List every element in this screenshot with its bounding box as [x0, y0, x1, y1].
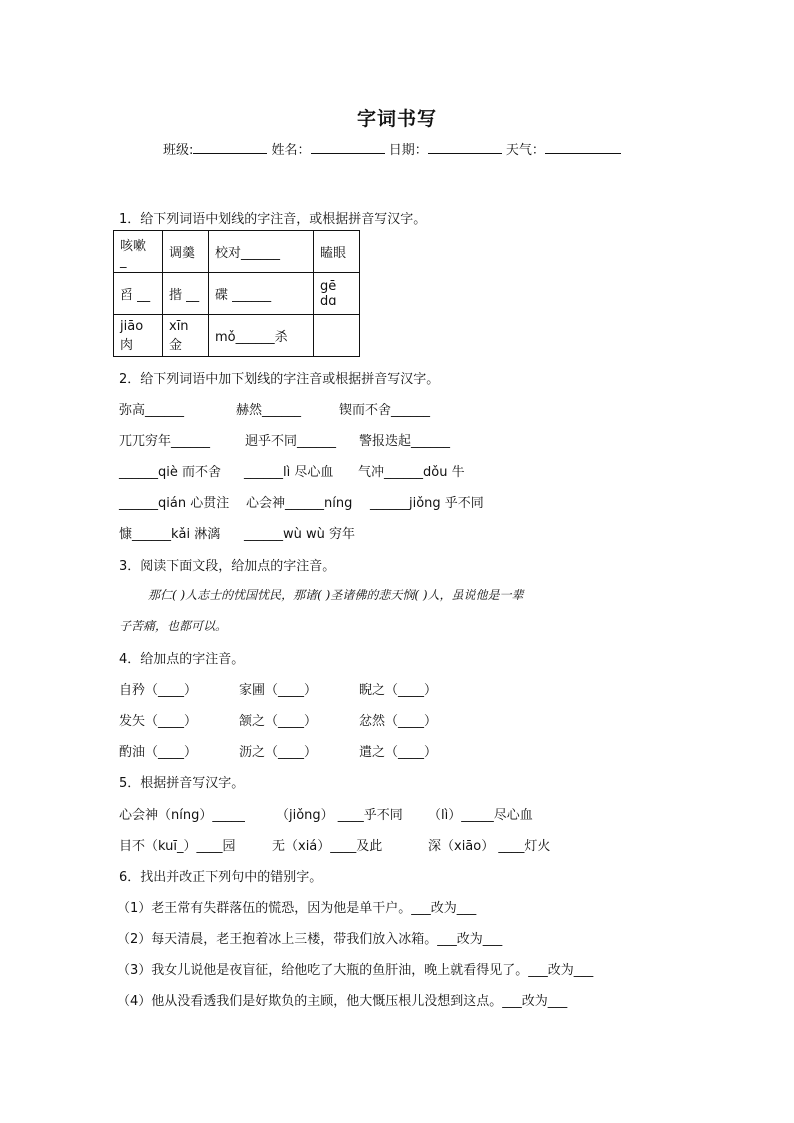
q6-item: （3）我女儿说他是夜盲征，给他吃了大瓶的鱼肝油，晚上就看得见了。___改为___ — [117, 963, 594, 978]
q6-item: （1）老王常有失群落伍的慌恐，因为他是单干户。___改为___ — [117, 901, 477, 916]
q4-item: 沥之（____） — [239, 745, 318, 760]
q4-item: 酌油（____） — [119, 745, 198, 760]
q6-item: （4）他从没看透我们是好欺负的主顾，他大慨压根儿没想到这点。___改为___ — [117, 994, 568, 1009]
q2-item: ______qián 心贯注 — [119, 496, 230, 511]
q1-heading: 1．给下列词语中划线的字注音，或根据拼音写汉字。 — [119, 212, 427, 227]
class-label: 班级: — [163, 143, 194, 158]
q3-passage-line-1: 那仁( )人志士的忧国忧民，那诸( )圣诸佛的悲天悯( )人，虽说他是一辈 — [148, 588, 524, 602]
q4-item: 发矢（____） — [119, 714, 198, 729]
weather-blank — [545, 140, 621, 154]
q6-heading: 6．找出并改正下列句中的错别字。 — [119, 870, 323, 885]
table-cell: mǒ______杀 — [209, 315, 314, 357]
q5-item: （jiǒng） ____乎不同 — [276, 808, 403, 823]
q5-item: 无（xiá）____及此 — [272, 839, 383, 854]
student-info-line — [163, 139, 621, 158]
q2-item: ______lì 尽心血 — [244, 465, 334, 480]
name-blank — [311, 140, 385, 154]
table-cell: 揩 __ — [163, 273, 209, 315]
q2-item: 警报迭起______ — [359, 434, 451, 449]
q2-item: 兀兀穷年______ — [119, 434, 211, 449]
class-blank — [193, 140, 267, 154]
q2-item: ______wù wù 穷年 — [244, 527, 356, 542]
q2-item: 气冲______dǒu 牛 — [358, 465, 465, 480]
q2-item: 慷______kǎi 淋漓 — [119, 527, 221, 542]
q5-heading: 5．根据拼音写汉字。 — [119, 776, 245, 791]
page-title: 字词书写 — [356, 108, 437, 130]
q5-item: 深（xiāo） ____灯火 — [428, 839, 551, 854]
table-cell: 校对______ — [209, 231, 314, 273]
q2-item: 赫然______ — [236, 403, 302, 418]
table-cell — [314, 315, 360, 357]
q3-heading: 3．阅读下面文段，给加点的字注音。 — [119, 559, 336, 574]
q5-item: （lì）_____尽心血 — [428, 808, 533, 823]
q4-item: 忿然（____） — [359, 714, 438, 729]
q4-item: 家圃（____） — [239, 683, 318, 698]
q4-heading: 4．给加点的字注音。 — [119, 652, 245, 667]
table-cell: 瞌眼 — [314, 231, 360, 273]
q2-item: ______qiè 而不舍 — [119, 465, 221, 480]
table-row — [114, 315, 360, 357]
q6-item: （2）每天清晨，老王抱着冰上三楼，带我们放入冰箱。___改为___ — [117, 932, 503, 947]
table-cell: 咳嗽 _ — [114, 231, 163, 273]
table-cell: jiāo 肉 — [114, 315, 163, 357]
table-cell: 舀 __ — [114, 273, 163, 315]
weather-label: 天气： — [505, 143, 545, 158]
q1-table — [113, 230, 360, 357]
date-label: 日期： — [388, 143, 428, 158]
table-cell: 调羹 — [163, 231, 209, 273]
q2-item: 锲而不舍______ — [339, 403, 431, 418]
table-cell: 碟 ______ — [209, 273, 314, 315]
q2-heading: 2．给下列词语中加下划线的字注音或根据拼音写汉字。 — [119, 372, 440, 387]
q2-item: ______jiǒng 乎不同 — [370, 496, 484, 511]
date-blank — [428, 140, 502, 154]
q2-item: 迥乎不同______ — [245, 434, 337, 449]
q5-item: 目不（kuī_）____园 — [119, 839, 236, 854]
table-cell: gē dɑ — [314, 273, 360, 315]
name-label: 姓名： — [271, 143, 311, 158]
q5-item: 心会神（níng）_____ — [119, 808, 245, 823]
table-row — [114, 273, 360, 315]
q4-item: 睨之（____） — [359, 683, 438, 698]
q4-item: 遣之（____） — [359, 745, 438, 760]
q3-passage-line-2: 子苦痛，也都可以。 — [119, 619, 228, 633]
q4-item: 颔之（____） — [239, 714, 318, 729]
table-cell: xīn 金 — [163, 315, 209, 357]
q2-item: 弥高______ — [119, 403, 185, 418]
table-row — [114, 231, 360, 273]
q4-item: 自矜（____） — [119, 683, 198, 698]
q2-item: 心会神______níng — [246, 496, 353, 511]
